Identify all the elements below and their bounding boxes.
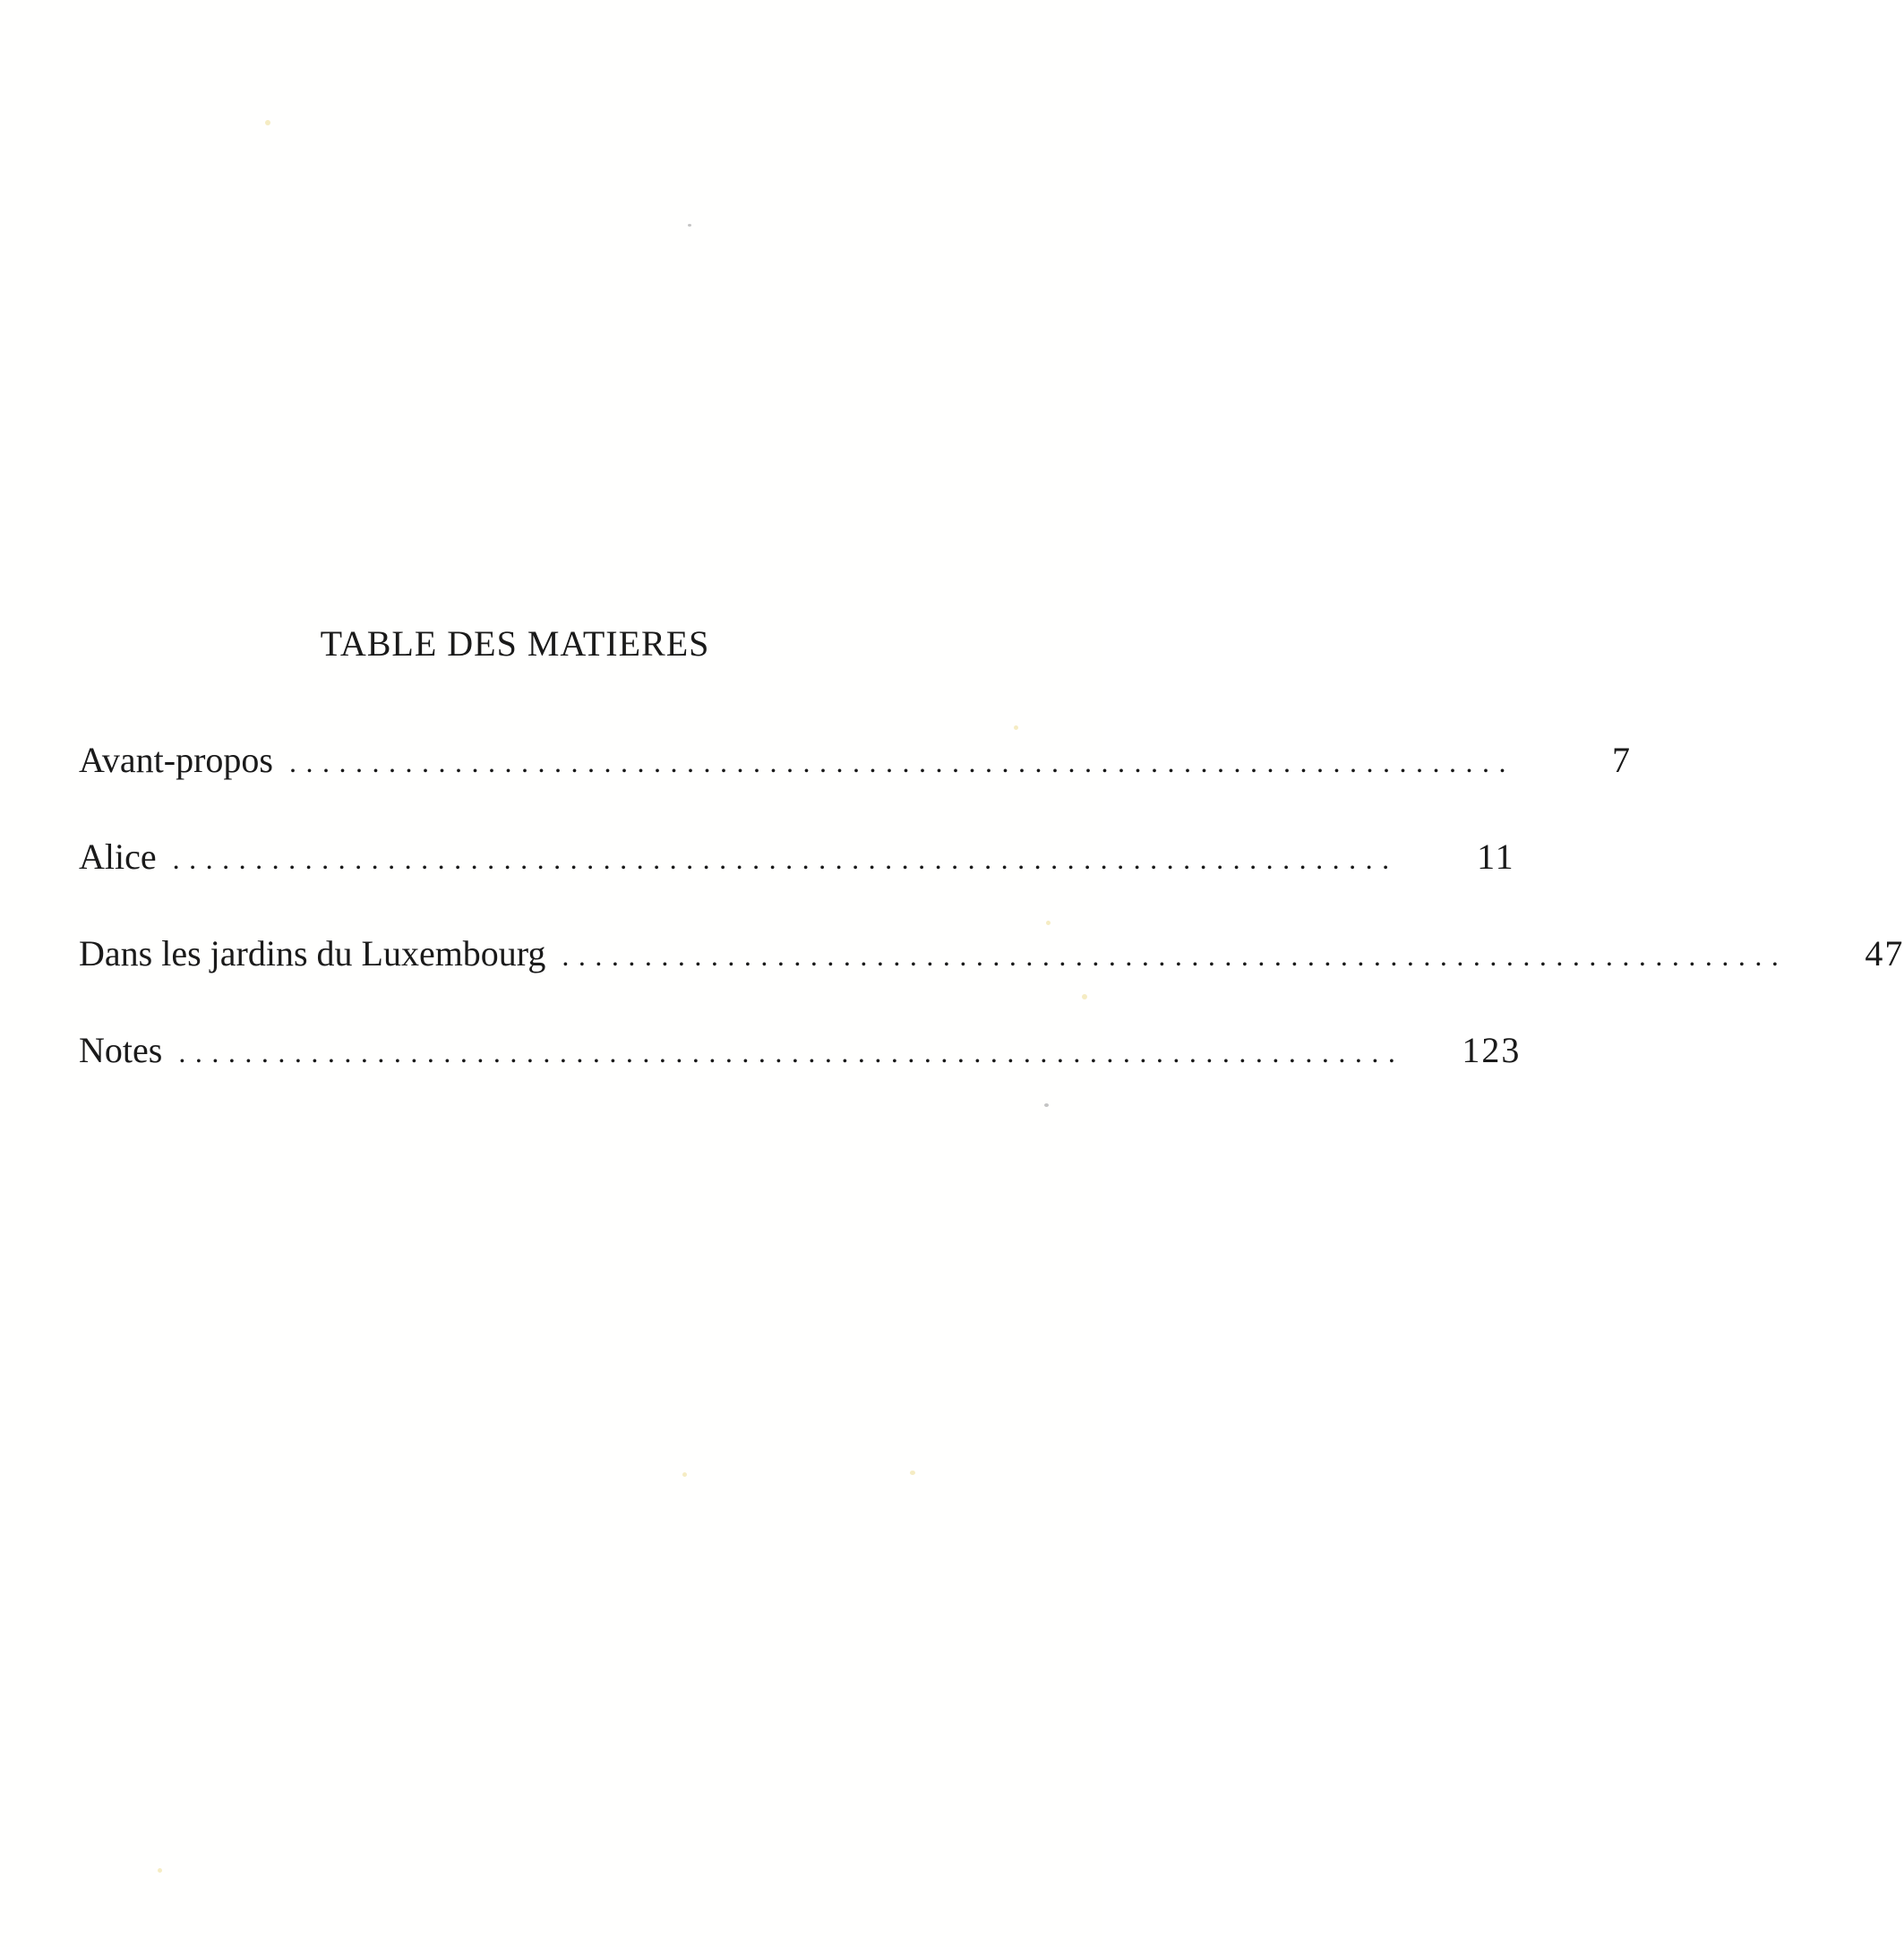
- toc-entry-label: Alice: [79, 836, 157, 877]
- toc-list: [79, 739, 1904, 1126]
- paper-speck: [158, 1868, 162, 1873]
- toc-entry: [79, 1029, 1522, 1126]
- toc-leader-dots: ..........................................................................: [178, 1036, 1405, 1068]
- paper-speck: [1014, 725, 1018, 730]
- toc-leader-dots: ..........................................................................: [172, 843, 1399, 875]
- toc-entry-label: Avant-propos: [79, 740, 273, 780]
- paper-speck: [688, 224, 691, 227]
- paper-speck: [265, 120, 270, 125]
- paper-speck: [1082, 994, 1087, 999]
- toc-entry: [79, 932, 1904, 1029]
- toc-leader-dots: ..........................................................................: [289, 746, 1515, 778]
- toc-entry-page: 47: [1865, 933, 1904, 974]
- paper-speck: [910, 1471, 915, 1475]
- toc-entry-label: Notes: [79, 1030, 163, 1070]
- toc-entry: [79, 739, 1632, 836]
- toc-entry-label: Dans les jardins du Luxembourg: [79, 933, 546, 974]
- paper-speck: [1044, 1103, 1049, 1107]
- paper-speck: [682, 1472, 687, 1477]
- toc-entry-page: 7: [1612, 740, 1632, 780]
- page-title: TABLE DES MATIERES: [320, 622, 710, 664]
- paper-speck: [1046, 921, 1051, 925]
- toc-entry-page: 123: [1462, 1030, 1522, 1070]
- toc-leader-dots: ..........................................................................: [562, 939, 1788, 972]
- toc-entry: [79, 836, 1515, 932]
- toc-entry-page: 11: [1477, 836, 1515, 877]
